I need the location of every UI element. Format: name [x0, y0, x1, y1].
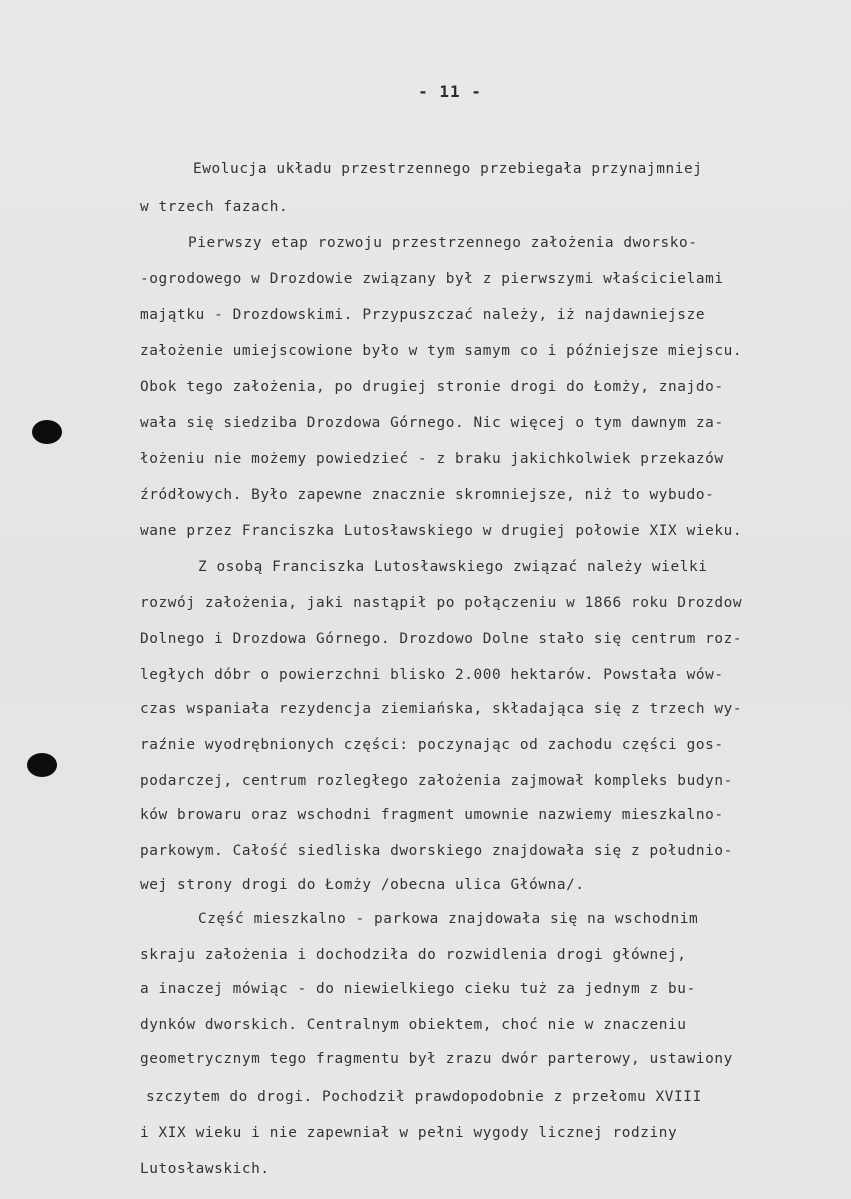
punch-hole-top: [32, 420, 62, 444]
text-line: rozwój założenia, jaki nastąpił po połączeniu w 1866 roku Drozdow: [140, 595, 743, 611]
text-line: a inaczej mówiąc - do niewielkiego cieku tuż za jednym z bu-: [140, 981, 696, 997]
text-line: szczytem do drogi. Pochodził prawdopodobnie z przełomu XVIII: [146, 1089, 702, 1105]
text-line: ległych dóbr o powierzchni blisko 2.000 hektarów. Powstała wów-: [140, 667, 724, 683]
text-line: parkowym. Całość siedliska dworskiego znajdowała się z południo-: [140, 843, 733, 859]
text-line: skraju założenia i dochodziła do rozwidlenia drogi głównej,: [140, 947, 687, 963]
text-line: majątku - Drozdowskimi. Przypuszczać należy, iż najdawniejsze: [140, 307, 706, 323]
page-number: - 11 -: [418, 82, 482, 101]
text-line: źródłowych. Było zapewne znacznie skromniejsze, niż to wybudo-: [140, 487, 715, 503]
text-line: łożeniu nie możemy powiedzieć - z braku jakichkolwiek przekazów: [140, 451, 724, 467]
text-line: i XIX wieku i nie zapewniał w pełni wygody licznej rodziny: [140, 1125, 678, 1141]
text-line: wane przez Franciszka Lutosławskiego w drugiej połowie XIX wieku.: [140, 523, 743, 539]
text-line: -ogrodowego w Drozdowie związany był z pierwszymi właścicielami: [140, 271, 724, 287]
text-line: podarczej, centrum rozległego założenia zajmował kompleks budyn-: [140, 773, 733, 789]
text-line: Lutosławskich.: [140, 1161, 270, 1177]
text-line: Z osobą Franciszka Lutosławskiego związać należy wielki: [198, 559, 708, 575]
text-line: wej strony drogi do Łomży /obecna ulica Główna/.: [140, 877, 585, 893]
text-line: Ewolucja układu przestrzennego przebiegała przynajmniej: [193, 161, 703, 177]
text-line: dynków dworskich. Centralnym obiektem, choć nie w znaczeniu: [140, 1017, 687, 1033]
text-line: geometrycznym tego fragmentu był zrazu dwór parterowy, ustawiony: [140, 1051, 733, 1067]
text-line: czas wspaniała rezydencja ziemiańska, składająca się z trzech wy-: [140, 701, 743, 717]
text-line: Część mieszkalno - parkowa znajdowała się na wschodnim: [198, 911, 699, 927]
text-line: raźnie wyodrębnionych części: poczynając od zachodu części gos-: [140, 737, 724, 753]
text-line: w trzech fazach.: [140, 199, 289, 215]
text-line: Dolnego i Drozdowa Górnego. Drozdowo Dolne stało się centrum roz-: [140, 631, 743, 647]
text-line: Pierwszy etap rozwoju przestrzennego założenia dworsko-: [188, 235, 698, 251]
text-line: założenie umiejscowione było w tym samym co i późniejsze miejscu.: [140, 343, 743, 359]
punch-hole-bottom: [27, 753, 57, 777]
text-line: ków browaru oraz wschodni fragment umownie nazwiemy mieszkalno-: [140, 807, 724, 823]
text-line: Obok tego założenia, po drugiej stronie drogi do Łomży, znajdo-: [140, 379, 724, 395]
text-line: wała się siedziba Drozdowa Górnego. Nic więcej o tym dawnym za-: [140, 415, 724, 431]
